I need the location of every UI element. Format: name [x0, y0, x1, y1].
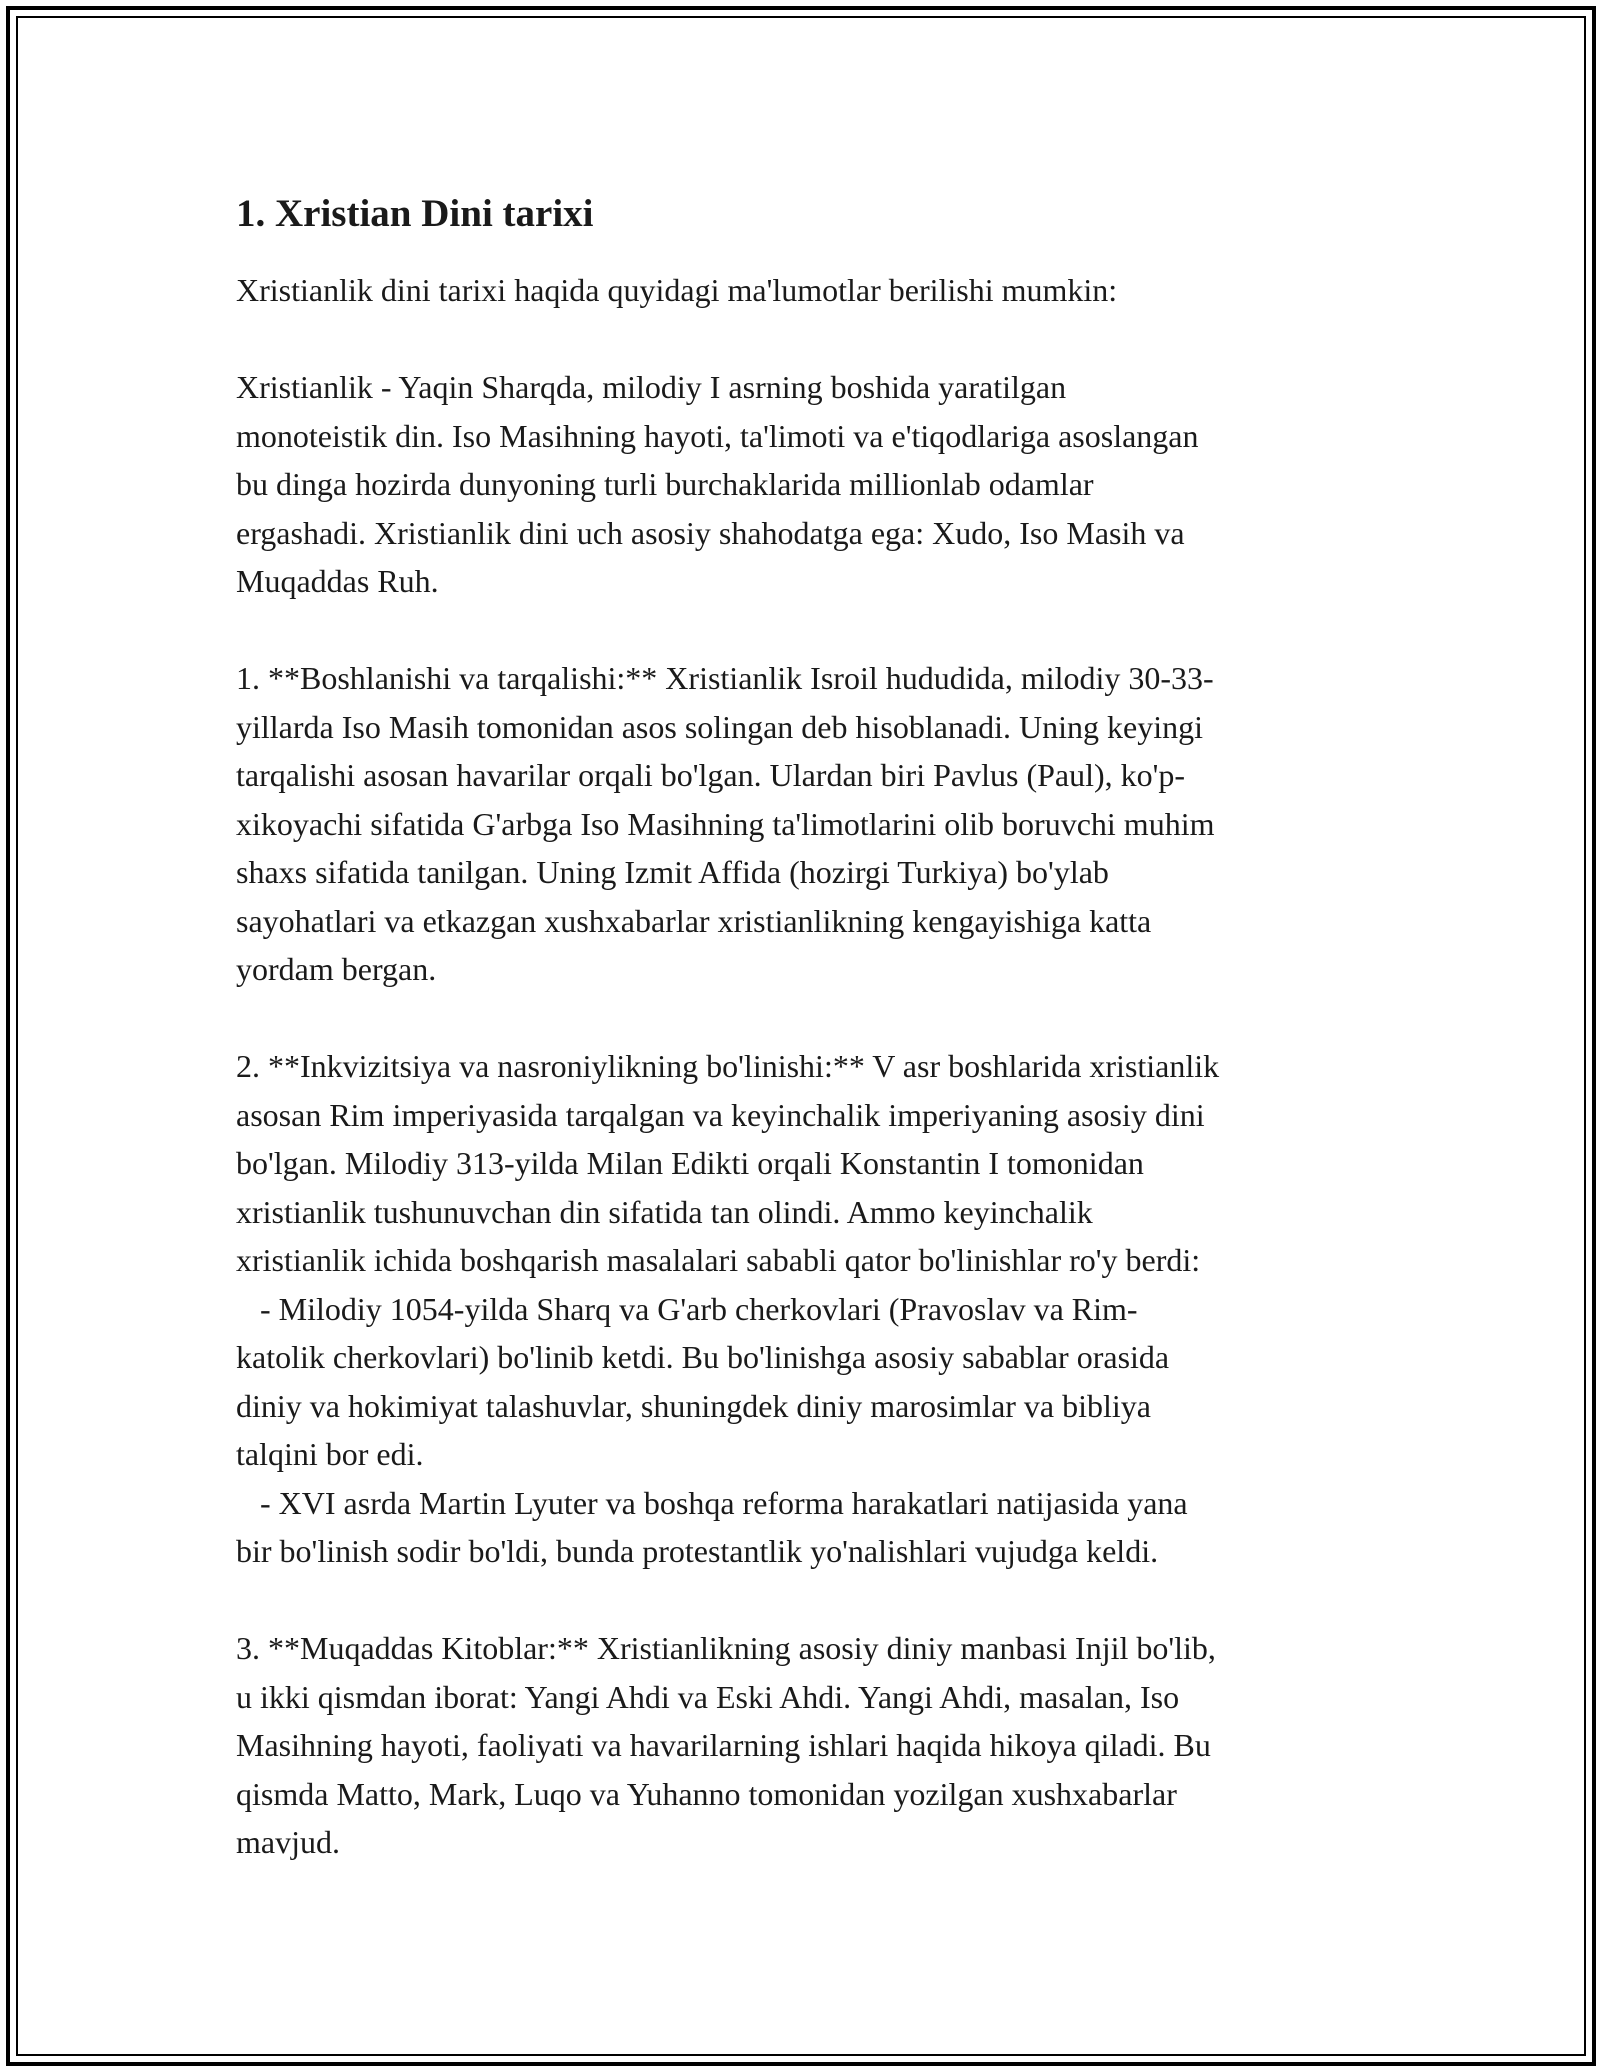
section-schism-paragraph: 2. **Inkvizitsiya va nasroniylikning bo'linishi:** V asr boshlarida xristianlik asosan Rim imperiyasida tarqalgan va keyinchalik imperiyaning asosiy dini bo'lgan. Milodiy 313-yilda Milan Edikti orqali Konstantin I tomonidan xristianlik tushunuvchan din sifatida tan olindi. Ammo keyinchalik xristianlik ichida boshqarish masalalari sababli qator bo'linishlar ro'y berdi: - Milodiy 1054-yilda Sharq va G'arb cherkovlari (Pravoslav va Rim- katolik cherkovlari) bo'linib ketdi. Bu bo'linishga asosiy sabablar orasida diniy va hokimiyat talashuvlar, shuningdek diniy marosimlar va bibliya talqini bor edi. - XVI asrda Martin Lyuter va boshqa reforma harakatlari natijasida yana bir bo'linish sodir bo'ldi, bunda protestantlik yo'nalishlari vujudga keldi. [236, 1048, 1220, 1569]
document-title: 1. Xristian Dini tarixi [236, 192, 594, 235]
section-scriptures-paragraph: 3. **Muqaddas Kitoblar:** Xristianlikning asosiy diniy manbasi Injil bo'lib, u ikki qismdan iborat: Yangi Ahdi va Eski Ahdi. Yangi Ahdi, masalan, Iso Masihning hayoti, faoliyati va havarilarning ishlari haqida hikoya qiladi. Bu qismda Matto, Mark, Luqo va Yuhanno tomonidan yozilgan xushxabarlar mavjud. [236, 1630, 1216, 1860]
intro-paragraph: Xristianlik dini tarixi haqida quyidagi ma'lumotlar berilishi mumkin: [236, 272, 1118, 308]
document-body [236, 186, 1376, 1915]
overview-paragraph: Xristianlik - Yaqin Sharqda, milodiy I asrning boshida yaratilgan monoteistik din. Iso Masihning hayoti, ta'limoti va e'tiqodlariga asoslangan bu dinga hozirda dunyoning turli burchaklarida millionlab odamlar ergashadi. Xristianlik dini uch asosiy shahodatga ega: Xudo, Iso Masih va Muqaddas Ruh. [236, 369, 1199, 599]
section-origin-paragraph: 1. **Boshlanishi va tarqalishi:** Xristianlik Isroil hududida, milodiy 30-33- yillarda Iso Masih tomonidan asos solingan deb hisoblanadi. Uning keyingi tarqalishi asosan havarilar orqali bo'lgan. Ulardan biri Pavlus (Paul), ko'p- xikoyachi sifatida G'arbga Iso Masihning ta'limotlarini olib boruvchi muhim shaxs sifatida tanilgan. Uning Izmit Affida (hozirgi Turkiya) bo'ylab sayohatlari va etkazgan xushxabarlar xristianlikning kengayishiga katta yordam bergan. [236, 660, 1215, 987]
